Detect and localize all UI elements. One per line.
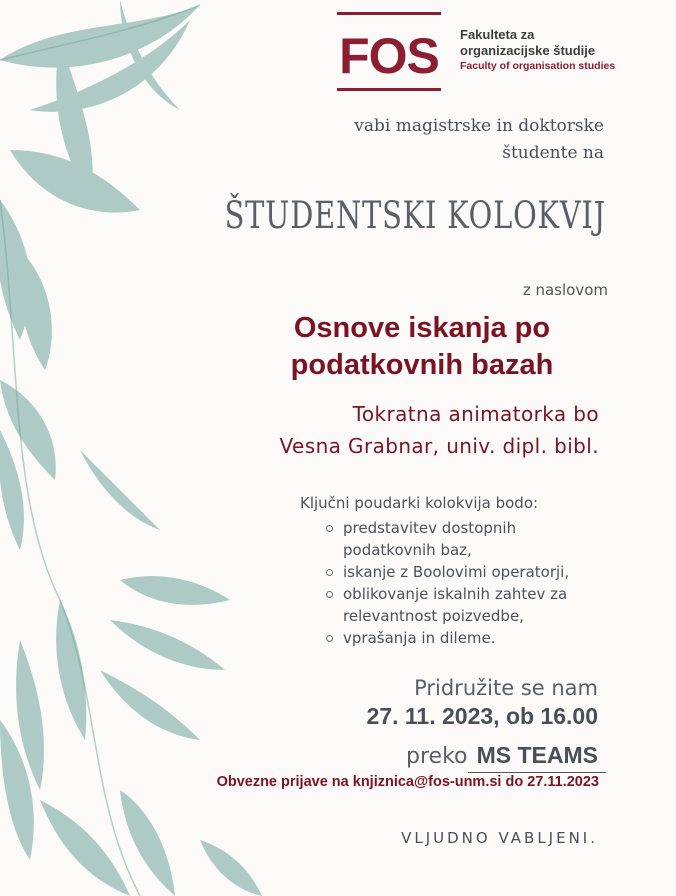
event-heading: ŠTUDENTSKI KOLOKVIJ [224,194,606,237]
join-text: Pridružite se nam [414,676,598,700]
logo-mark: FOS [339,28,439,84]
talk-title-line-2: podatkovnih bazah [290,349,554,381]
logo-rule-bottom [337,88,441,91]
highlights-intro: Ključni poudarki kolokvija bodo: [300,494,539,512]
list-item: iskanje z Boolovimi operatorji, [322,561,603,583]
talk-title-line-1: Osnove iskanja po [293,312,551,344]
logo-text [460,27,615,74]
registration-notice: Obvezne prijave na knjiznica@fos-unm.si do 27.11.2023 [216,774,599,790]
closing-text: VLJUDNO VABLJENI. [401,829,598,847]
platform-line [406,742,598,769]
platform-name: MS TEAMS [476,742,598,768]
logo-line-3: Faculty of organisation studies [460,60,616,72]
fos-logo [337,12,441,92]
platform-prefix: preko [406,744,468,769]
list-item: oblikovanje iskalnih zahtev za relevantnost poizvedbe, [322,583,603,627]
logo-line-2: organizacijske študije [460,43,596,58]
logo-rule-top [337,12,441,15]
invitation-text [284,113,604,167]
host-line-1: Tokratna animatorka bo [352,402,599,426]
invitation-line-1: vabi magistrske in doktorske [354,116,604,136]
talk-title [252,310,592,384]
logo-line-1: Fakulteta za [460,27,535,42]
list-item: predstavitev dostopnih podatkovnih baz, [322,517,603,561]
invitation-line-2: študente na [502,143,604,163]
subtitle: z naslovom [522,281,608,299]
list-item: vprašanja in dileme. [322,627,603,649]
host-info [199,398,599,462]
platform-underline [468,772,606,773]
host-line-2: Vesna Grabnar, univ. dipl. bibl. [279,434,599,458]
event-date: 27. 11. 2023, ob 16.00 [366,703,598,729]
highlights-list [322,517,603,649]
